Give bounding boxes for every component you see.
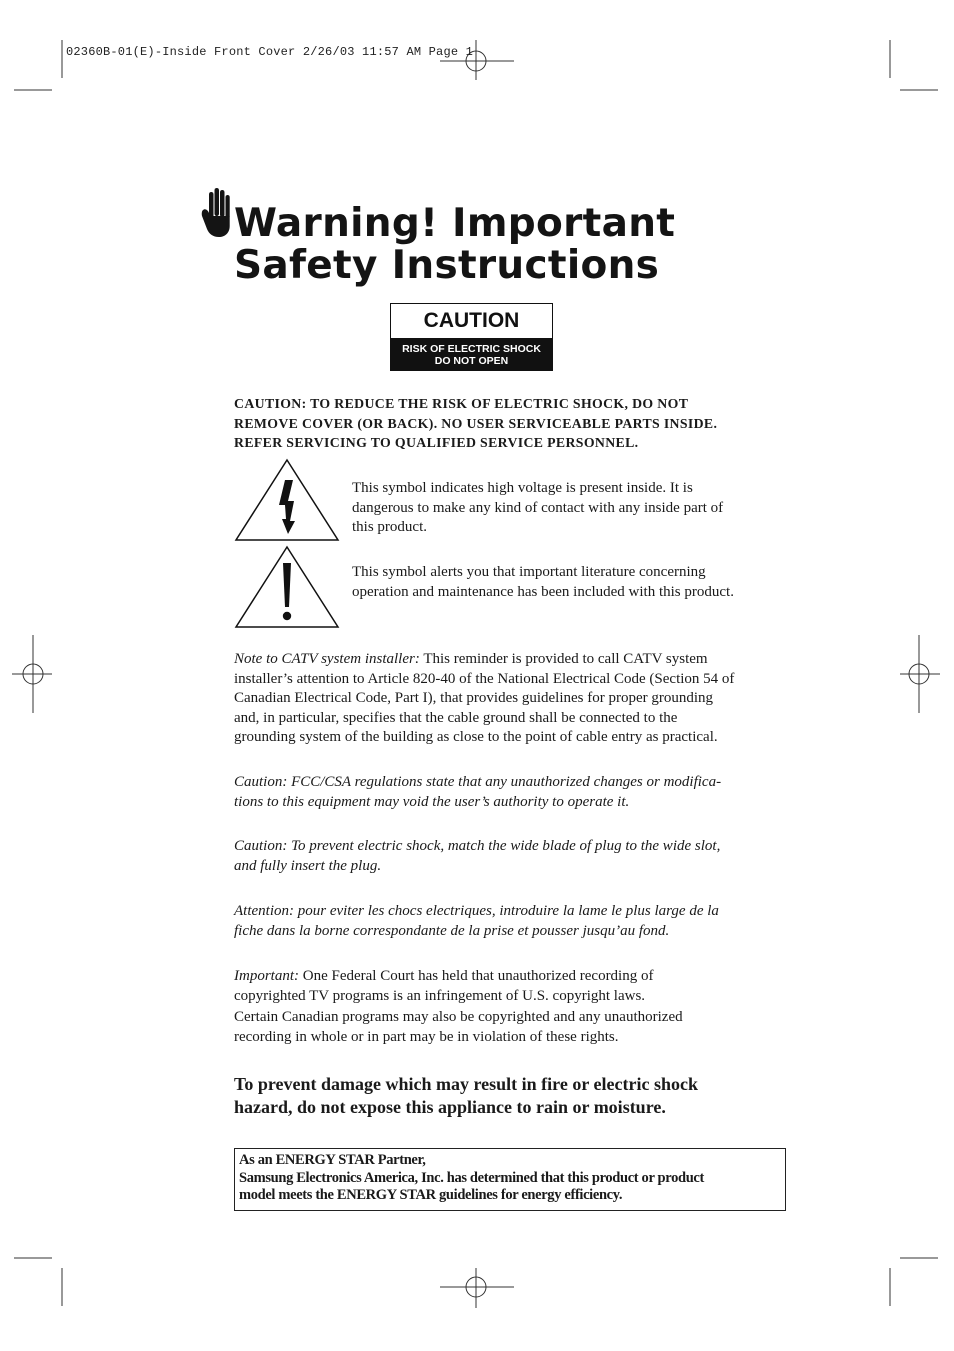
literature-line-1: This symbol alerts you that important literature concerning bbox=[352, 564, 706, 580]
energy-star-line-3: model meets the ENERGY STAR guidelines for energy efficiency. bbox=[239, 1187, 623, 1203]
important-note-line-1: One Federal Court has held that unauthorized recording of bbox=[299, 968, 654, 984]
catv-note-lead: Note to CATV system installer: bbox=[234, 651, 420, 667]
catv-note-line-4: and, in particular, specifies that the cable ground shall be connected to the bbox=[234, 709, 678, 726]
important-note-line-3: Certain Canadian programs may also be copyrighted and any unauthorized bbox=[234, 1009, 683, 1025]
plug-caution-line-2: and fully insert the plug. bbox=[234, 857, 382, 874]
registration-mark-icon bbox=[12, 635, 52, 713]
caution-warning-line-2: REMOVE COVER (OR BACK). NO USER SERVICEABLE PARTS INSIDE. bbox=[234, 415, 718, 431]
caution-label-title: CAUTION bbox=[423, 309, 520, 332]
caution-warning-line-3: REFER SERVICING TO QUALIFIED SERVICE PERSONNEL. bbox=[234, 435, 639, 450]
registration-mark-icon bbox=[440, 1268, 514, 1308]
plug-caution-line-1: Caution: To prevent electric shock, match the wide blade of plug to the wide slot, bbox=[234, 838, 721, 854]
moisture-warning bbox=[234, 1073, 794, 1119]
catv-note-line-1: This reminder is provided to call CATV system bbox=[419, 651, 708, 667]
moisture-warning-line-2: hazard, do not expose this appliance to rain or moisture. bbox=[234, 1097, 666, 1117]
important-note-line-4: recording in whole or in part may be in violation of these rights. bbox=[234, 1028, 619, 1045]
fcc-csa-caution bbox=[234, 773, 794, 812]
french-attention-line-2: fiche dans la borne correspondante de la prise et pousser jusqu’au fond. bbox=[234, 922, 670, 939]
print-slug-line: 02360B-01(E)-Inside Front Cover 2/26/03 11:57 AM Page 1 bbox=[66, 45, 474, 59]
energy-star-line-2: Samsung Electronics America, Inc. has determined that this product or product bbox=[239, 1169, 704, 1186]
moisture-warning-line-1: To prevent damage which may result in fire or electric shock bbox=[234, 1074, 698, 1094]
high-voltage-line-2: dangerous to make any kind of contact with any inside part of bbox=[352, 499, 724, 516]
exclamation-triangle-icon bbox=[234, 545, 340, 629]
important-note-line-2: copyrighted TV programs is an infringement of U.S. copyright laws. bbox=[234, 987, 646, 1004]
page-title-line-1: Warning! Important bbox=[234, 201, 676, 246]
catv-note-line-5: grounding system of the building as close to the point of cable entry as practical. bbox=[234, 729, 718, 745]
plug-caution bbox=[234, 837, 794, 876]
page-title bbox=[234, 203, 794, 287]
caution-label-subtitle bbox=[391, 338, 552, 370]
fcc-caution-line-2: tions to this equipment may void the user’s authority to operate it. bbox=[234, 793, 630, 810]
raised-hand-icon bbox=[198, 186, 238, 240]
energy-star-line-1: As an ENERGY STAR Partner, bbox=[239, 1152, 426, 1168]
caution-label-line-2: DO NOT OPEN bbox=[434, 355, 509, 367]
copyright-important-note bbox=[234, 967, 794, 1047]
catv-installer-note bbox=[234, 650, 794, 748]
french-attention-line-1: Attention: pour eviter les chocs electriques, introduire la lame le plus large de la bbox=[234, 903, 719, 919]
high-voltage-line-3: this product. bbox=[352, 519, 427, 535]
fcc-caution-line-1: Caution: FCC/CSA regulations state that any unauthorized changes or modifica- bbox=[234, 774, 722, 790]
high-voltage-symbol-text bbox=[352, 479, 792, 538]
important-note-lead: Important: bbox=[234, 968, 299, 984]
catv-note-line-3: Canadian Electrical Code, Part I), that provides guidelines for proper grounding bbox=[234, 690, 714, 706]
registration-mark-icon bbox=[900, 635, 940, 713]
lightning-bolt-triangle-icon bbox=[234, 458, 340, 542]
caution-label-line-1: RISK OF ELECTRIC SHOCK bbox=[402, 343, 541, 355]
french-attention bbox=[234, 902, 794, 941]
high-voltage-line-1: This symbol indicates high voltage is present inside. It is bbox=[352, 480, 693, 496]
page-title-line-2: Safety Instructions bbox=[234, 243, 660, 288]
literature-symbol-text bbox=[352, 563, 792, 602]
literature-line-2: operation and maintenance has been included with this product. bbox=[352, 583, 734, 600]
caution-label bbox=[390, 303, 553, 371]
catv-note-line-2: installer’s attention to Article 820-40 of the National Electrical Code (Section 54 of bbox=[234, 670, 735, 687]
caution-warning-line-1: CAUTION: TO REDUCE THE RISK OF ELECTRIC SHOCK, DO NOT bbox=[234, 396, 689, 411]
energy-star-box bbox=[234, 1148, 786, 1211]
caution-warning-text bbox=[234, 394, 794, 453]
